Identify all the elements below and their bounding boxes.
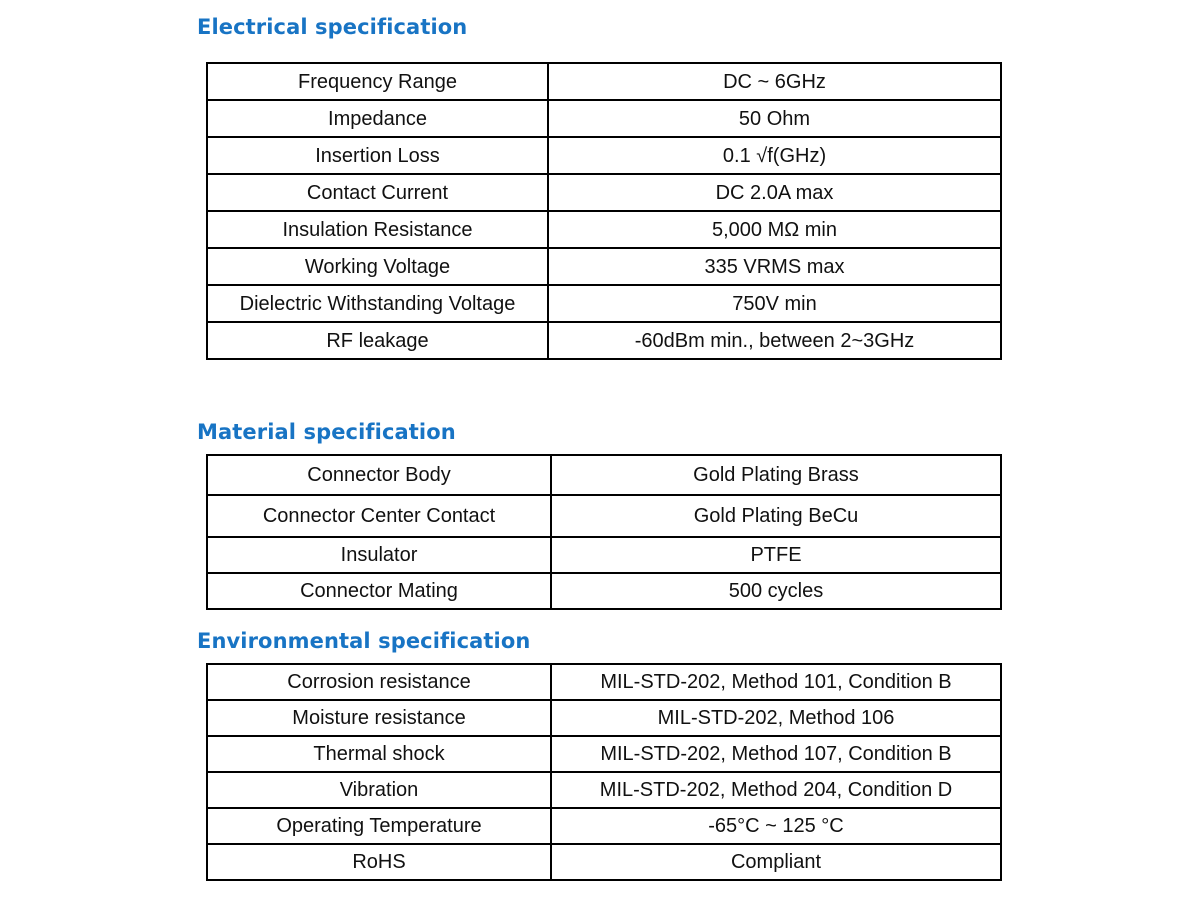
- spec-value: DC ~ 6GHz: [548, 63, 1001, 100]
- spec-label: Contact Current: [207, 174, 548, 211]
- table-row: [207, 664, 1001, 700]
- spec-label: Moisture resistance: [207, 700, 551, 736]
- spec-value: Gold Plating Brass: [551, 455, 1001, 495]
- spec-label: Working Voltage: [207, 248, 548, 285]
- table-row: [207, 495, 1001, 537]
- spec-label: Frequency Range: [207, 63, 548, 100]
- spec-label: Impedance: [207, 100, 548, 137]
- spec-value: PTFE: [551, 537, 1001, 573]
- spec-label: Corrosion resistance: [207, 664, 551, 700]
- spec-value: 750V min: [548, 285, 1001, 322]
- spec-value: DC 2.0A max: [548, 174, 1001, 211]
- spec-value: Gold Plating BeCu: [551, 495, 1001, 537]
- table-row: [207, 100, 1001, 137]
- table-row: [207, 211, 1001, 248]
- spec-label: Connector Mating: [207, 573, 551, 609]
- table-row: [207, 285, 1001, 322]
- spec-value: 5,000 MΩ min: [548, 211, 1001, 248]
- electrical-spec-table: [206, 62, 1002, 360]
- spec-label: Connector Center Contact: [207, 495, 551, 537]
- spec-label: Connector Body: [207, 455, 551, 495]
- table-row: [207, 322, 1001, 359]
- spec-label: Dielectric Withstanding Voltage: [207, 285, 548, 322]
- spec-label: RF leakage: [207, 322, 548, 359]
- table-row: [207, 844, 1001, 880]
- table-row: [207, 248, 1001, 285]
- spec-value: Compliant: [551, 844, 1001, 880]
- spec-value: MIL-STD-202, Method 106: [551, 700, 1001, 736]
- table-row: [207, 174, 1001, 211]
- table-row: [207, 772, 1001, 808]
- table-row: [207, 808, 1001, 844]
- table-row: [207, 700, 1001, 736]
- spec-label: Vibration: [207, 772, 551, 808]
- spec-value: MIL-STD-202, Method 107, Condition B: [551, 736, 1001, 772]
- spec-value: 335 VRMS max: [548, 248, 1001, 285]
- table-row: [207, 63, 1001, 100]
- spec-label: Insertion Loss: [207, 137, 548, 174]
- spec-value: 0.1 √f(GHz): [548, 137, 1001, 174]
- spec-value: -60dBm min., between 2~3GHz: [548, 322, 1001, 359]
- environmental-spec-table: [206, 663, 1002, 881]
- table-row: [207, 137, 1001, 174]
- material-spec-table: [206, 454, 1002, 610]
- table-row: [207, 455, 1001, 495]
- table-row: [207, 537, 1001, 573]
- spec-label: Insulator: [207, 537, 551, 573]
- spec-value: -65°C ~ 125 °C: [551, 808, 1001, 844]
- table-row: [207, 573, 1001, 609]
- table-row: [207, 736, 1001, 772]
- spec-label: RoHS: [207, 844, 551, 880]
- spec-label: Thermal shock: [207, 736, 551, 772]
- environmental-spec-title: Environmental specification: [197, 629, 531, 653]
- spec-value: MIL-STD-202, Method 101, Condition B: [551, 664, 1001, 700]
- material-spec-title: Material specification: [197, 420, 456, 444]
- spec-value: 500 cycles: [551, 573, 1001, 609]
- spec-label: Insulation Resistance: [207, 211, 548, 248]
- spec-label: Operating Temperature: [207, 808, 551, 844]
- spec-value: 50 Ohm: [548, 100, 1001, 137]
- electrical-spec-title: Electrical specification: [197, 15, 468, 39]
- spec-value: MIL-STD-202, Method 204, Condition D: [551, 772, 1001, 808]
